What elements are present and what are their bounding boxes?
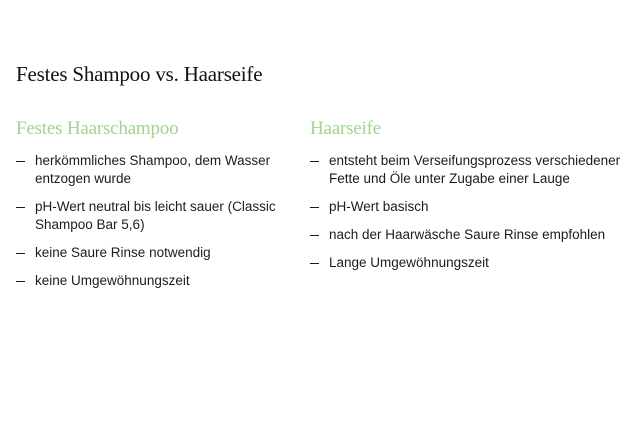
dash-bullet-icon [310,235,319,236]
dash-bullet-icon [310,263,319,264]
list-item [310,254,630,272]
list-item [310,198,630,216]
shampoo-heading: Festes Haarschampoo [16,118,179,139]
list-item-text: pH-Wert neutral bis leicht sauer (Classic Shampoo Bar 5,6) [35,199,276,232]
list-item [310,152,630,188]
soap-list [310,152,630,272]
dash-bullet-icon [16,207,25,208]
list-item [16,244,301,262]
dash-bullet-icon [310,207,319,208]
list-item-text: keine Saure Rinse notwendig [35,245,211,260]
dash-bullet-icon [310,161,319,162]
page-title: Festes Shampoo vs. Haarseife [16,62,263,86]
list-item-text: entsteht beim Verseifungsprozess verschiedener Fette und Öle unter Zugabe einer Lauge [329,153,621,186]
shampoo-list [16,152,301,290]
soap-heading: Haarseife [310,118,381,139]
list-item [16,272,301,290]
list-item [310,226,630,244]
dash-bullet-icon [16,161,25,162]
list-item [16,152,301,188]
list-item-text: pH-Wert basisch [329,199,429,214]
list-item-text: keine Umgewöhnungszeit [35,273,190,288]
list-item-text: nach der Haarwäsche Saure Rinse empfohlen [329,227,606,242]
shampoo-column [16,118,301,300]
dash-bullet-icon [16,253,25,254]
list-item [16,198,301,234]
list-item-text: Lange Umgewöhnungszeit [329,255,489,270]
soap-column [310,118,630,282]
list-item-text: herkömmliches Shampoo, dem Wasser entzogen wurde [35,153,271,186]
dash-bullet-icon [16,281,25,282]
